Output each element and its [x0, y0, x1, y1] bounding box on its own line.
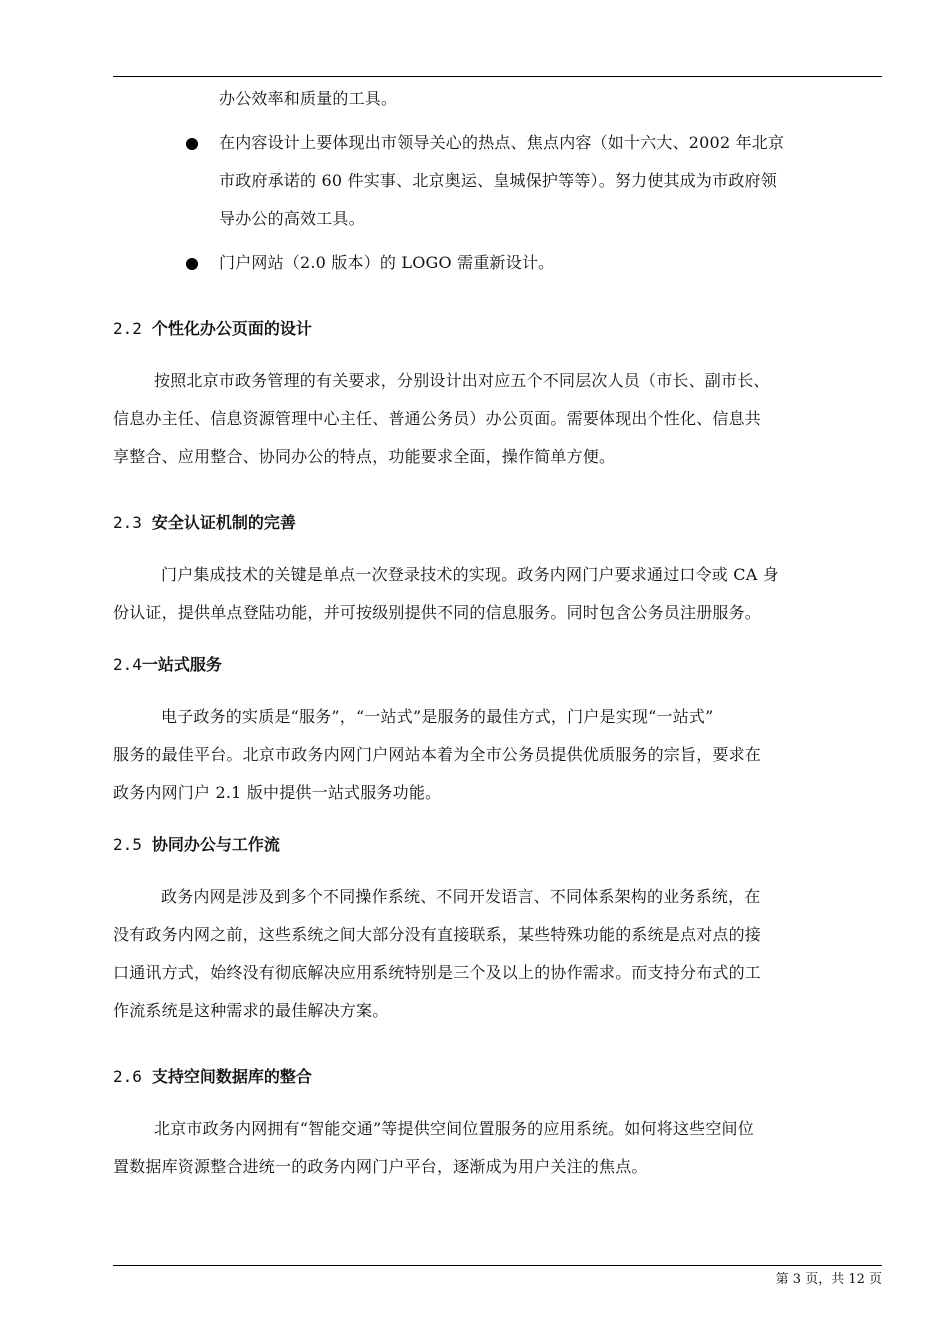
- footer-rule: [113, 1265, 882, 1266]
- continuation-text: 办公效率和质量的工具。: [219, 89, 398, 108]
- section-heading: [113, 826, 882, 864]
- bullet-text: 市政府承诺的 60 件实事、北京奥运、皇城保护等等）。努力使其成为市政府领: [219, 171, 777, 190]
- paragraph-line: 作流系统是这种需求的最佳解决方案。: [113, 1001, 389, 1020]
- paragraph-line: 口通讯方式，始终没有彻底解决应用系统特别是三个及以上的协作需求。而支持分布式的工: [113, 963, 762, 982]
- bullet-line: [219, 200, 882, 238]
- bullet-dot-icon: [186, 138, 198, 150]
- bullet-dot-icon: [186, 258, 198, 270]
- section-title: 一站式服务: [141, 655, 222, 674]
- bullet-line: [219, 244, 882, 282]
- section-heading: [113, 310, 882, 348]
- section-number: 2.5: [113, 835, 142, 854]
- document-body: [113, 80, 882, 1186]
- bullet-item: [113, 124, 882, 238]
- section-title: 协同办公与工作流: [151, 835, 280, 854]
- bullet-line: [219, 124, 882, 162]
- section-title: 个性化办公页面的设计: [151, 319, 312, 338]
- section-number: 2.3: [113, 513, 142, 532]
- section-heading: [113, 1058, 882, 1096]
- section-number: 2.6: [113, 1067, 142, 1086]
- paragraph-line: 北京市政务内网拥有“智能交通”等提供空间位置服务的应用系统。如何将这些空间位: [154, 1119, 754, 1138]
- bullet-line: [219, 162, 882, 200]
- bullet-item: [113, 244, 882, 282]
- paragraph-line: 按照北京市政务管理的有关要求，分别设计出对应五个不同层次人员（市长、副市长、: [154, 371, 770, 390]
- bullet-text: 在内容设计上要体现出市领导关心的热点、焦点内容（如十六大、2002 年北京: [219, 133, 785, 152]
- paragraph-line: 置数据库资源整合进统一的政务内网门户平台，逐渐成为用户关注的焦点。: [113, 1157, 648, 1176]
- section-number: 2.2: [113, 319, 142, 338]
- paragraph-line: 没有政务内网之前，这些系统之间大部分没有直接联系，某些特殊功能的系统是点对点的接: [113, 925, 762, 944]
- bullet-text: 导办公的高效工具。: [219, 209, 365, 228]
- paragraph-line: 政务内网门户 2.1 版中提供一站式服务功能。: [113, 783, 442, 802]
- bullet-text: 门户网站（2.0 版本）的 LOGO 需重新设计。: [219, 253, 555, 272]
- page-number: 第 3 页，共 12 页: [775, 1272, 882, 1287]
- section-title: 安全认证机制的完善: [151, 513, 296, 532]
- paragraph-line: 份认证，提供单点登陆功能，并可按级别提供不同的信息服务。同时包含公务员注册服务。: [113, 603, 762, 622]
- paragraph-line: 信息办主任、信息资源管理中心主任、普通公务员）办公页面。需要体现出个性化、信息共: [113, 409, 762, 428]
- paragraph-line: 电子政务的实质是“服务”，“一站式”是服务的最佳方式，门户是实现“一站式”: [161, 707, 714, 726]
- paragraph-line: 享整合、应用整合、协同办公的特点，功能要求全面，操作简单方便。: [113, 447, 616, 466]
- section-number: 2.4: [113, 655, 142, 674]
- header-rule: [113, 76, 882, 77]
- paragraph-line: 服务的最佳平台。北京市政务内网门户网站本着为全市公务员提供优质服务的宗旨，要求在: [113, 745, 762, 764]
- section-heading: [113, 504, 882, 542]
- paragraph-line: 门户集成技术的关键是单点一次登录技术的实现。政务内网门户要求通过口令或 CA 身: [161, 565, 779, 584]
- continuation-line: [219, 80, 882, 118]
- paragraph-line: 政务内网是涉及到多个不同操作系统、不同开发语言、不同体系架构的业务系统，在: [161, 887, 761, 906]
- section-heading: [113, 646, 882, 684]
- section-title: 支持空间数据库的整合: [151, 1067, 312, 1086]
